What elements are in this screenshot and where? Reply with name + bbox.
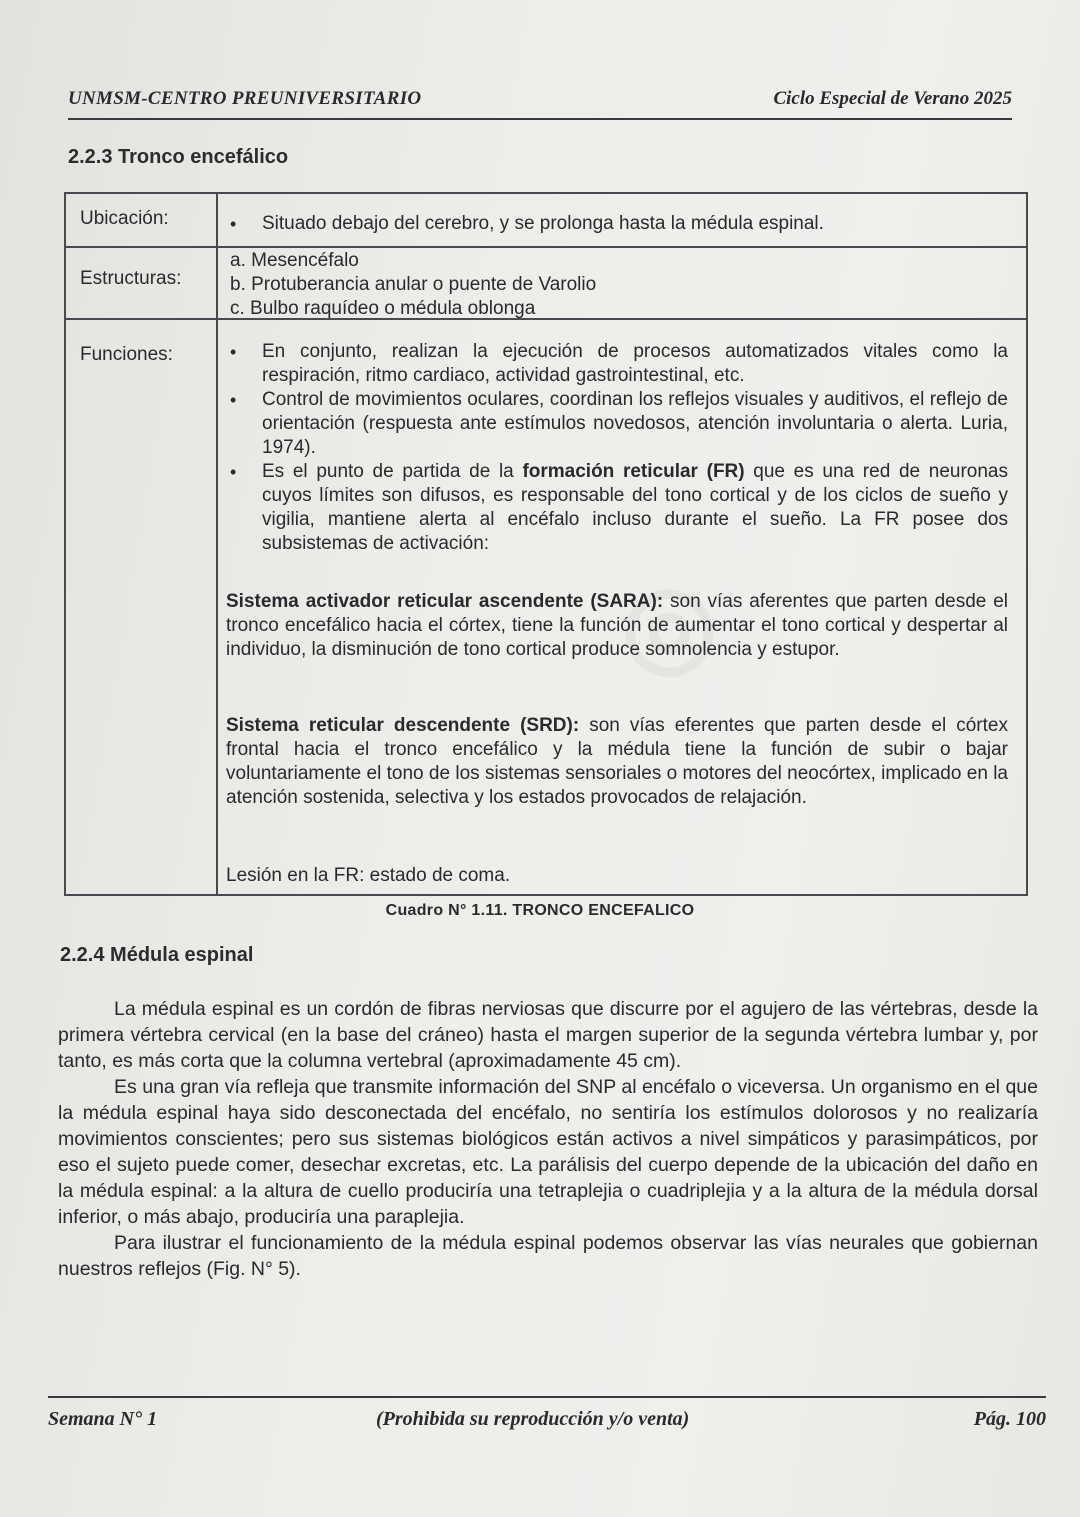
srd-paragraph <box>226 714 1008 810</box>
sara-paragraph <box>226 590 1008 662</box>
paragraph: Es una gran vía refleja que transmite información del SNP al encéfalo o viceversa. Un organismo en el que la médula espinal haya sido desconectada del encéfalo, no sentiría los estímulos dolorosos y no realizaría movimientos conscientes; pero sus sistemas biológicos están activos a nivel simpáticos y parasimpáticos, por eso el sujeto puede comer, desechar excretas, etc. La parálisis del cuerpo depende de la ubicación del daño en la médula espinal: a la altura de cuello produciría una tetraplejia o cuadriplejia y a la altura de la médula dorsal inferior, o más abajo, produciría una paraplejia. <box>58 1076 1038 1228</box>
header-institution: UNMSM-CENTRO PREUNIVERSITARIO <box>68 88 422 109</box>
estructura-item: b. Protuberancia anular o puente de Varolio <box>230 274 597 295</box>
cell-funciones <box>226 340 1008 556</box>
tronco-table <box>64 192 1028 896</box>
srd-title: Sistema reticular descendente (SRD): <box>226 715 580 736</box>
table-caption: Cuadro N° 1.11. TRONCO ENCEFALICO <box>385 902 695 919</box>
estructura-item: c. Bulbo raquídeo o médula oblonga <box>230 298 536 319</box>
bullet3-text-end: que es una red de neuronas cuyos límites son difusos, es responsable del tono cortical y de los ciclos de sueño y vigilia, mantiene alerta al encéfalo incluso durante el sueño. La FR posee dos subsistemas de activación: <box>262 461 1008 554</box>
cell-lesion <box>226 864 1008 888</box>
footer-page-number: Pág. 100 <box>973 1408 1046 1430</box>
section-title-medula: 2.2.4 Médula espinal <box>60 944 254 966</box>
page-footer <box>48 1396 1046 1442</box>
footer-week: Semana N° 1 <box>48 1408 158 1430</box>
footer-notice: (Prohibida su reproducción y/o venta) <box>376 1408 690 1430</box>
label-funciones: Funciones: <box>80 344 173 365</box>
estructura-item: a. Mesencéfalo <box>230 250 359 271</box>
funcion-bullet-3 <box>226 460 1008 556</box>
header-cycle: Ciclo Especial de Verano 2025 <box>773 88 1012 109</box>
paragraph: Para ilustrar el funcionamiento de la médula espinal podemos observar las vías neurales que gobiernan nuestros reflejos (Fig. N° 5). <box>58 1232 1038 1280</box>
funcion-bullet-2: • Control de movimientos oculares, coordinan los reflejos visuales y auditivos, el reflejo de orientación (respuesta ante estímulos novedosos, atención involuntaria o alerta. Luria, 1974). <box>226 388 1008 460</box>
srd-text: son vías eferentes que parten desde el córtex frontal hacia el tronco encefálico y la médula tiene la función de subir o bajar voluntariamente el tono de los sistemas sensoriales o motores del neocórtex, implicado en la atención sostenida, selectiva y los estados provocados de relajación. <box>226 715 1008 808</box>
section-title-tronco: 2.2.3 Tronco encefálico <box>68 146 289 168</box>
funcion-bullet-1: • En conjunto, realizan la ejecución de procesos automatizados vitales como la respiración, ritmo cardiaco, actividad gastrointestinal, etc. <box>226 340 1008 388</box>
bullet3-text: Es el punto de partida de la <box>262 461 523 482</box>
paragraph: La médula espinal es un cordón de fibras nerviosas que discurre por el agujero de las vértebras, desde la primera vértebra cervical (en la base del cráneo) hasta el margen superior de la segunda vértebra lumbar y, por tanto, es más corta que la columna vertebral (aproximadamente 45 cm). <box>58 998 1038 1072</box>
cell-srd <box>226 714 1008 810</box>
lesion-text: Lesión en la FR: estado de coma. <box>226 865 511 886</box>
table-divider <box>216 194 218 894</box>
body-text <box>58 996 1038 1282</box>
label-estructuras: Estructuras: <box>80 268 182 289</box>
ubicacion-text: • Situado debajo del cerebro, y se prolonga hasta la médula espinal. <box>226 212 1008 236</box>
sara-text: son vías aferentes que parten desde el tronco encefálico hacia el córtex, tiene la función de aumentar el tono cortical y despertar al individuo, la disminución de tono cortical produce somnolencia y estupor. <box>226 591 1009 660</box>
label-ubicacion: Ubicación: <box>80 208 169 229</box>
cell-estructuras <box>230 249 1008 321</box>
sara-title: Sistema activador reticular ascendente (SARA): <box>226 591 664 612</box>
page-header <box>68 84 1012 120</box>
cell-ubicacion <box>226 212 1008 236</box>
bullet3-bold: formación reticular (FR) <box>522 461 745 482</box>
table-row-divider <box>66 246 1026 248</box>
cell-sara <box>226 590 1008 662</box>
